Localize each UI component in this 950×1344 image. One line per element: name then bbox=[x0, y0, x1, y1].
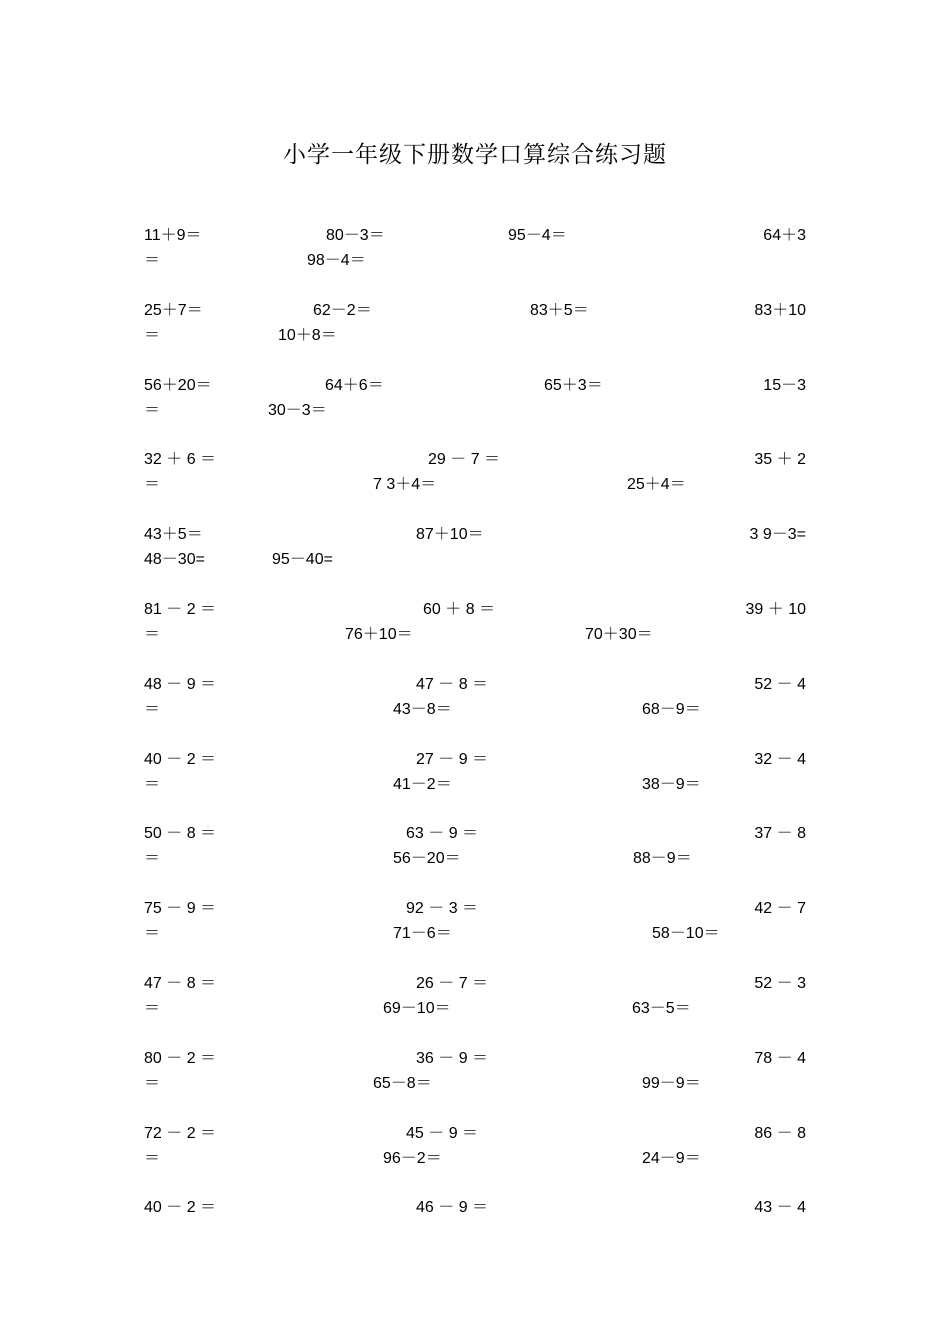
math-problem: 60 ＋ 8 ＝ bbox=[423, 601, 496, 618]
math-problem: 95－4＝ bbox=[508, 227, 567, 244]
math-problem: 63 － 9 ＝ bbox=[406, 825, 479, 843]
math-problem: 56－20＝ bbox=[393, 850, 461, 868]
math-problem: 43 － 4 bbox=[754, 1199, 806, 1217]
math-problem: 69－10＝ bbox=[383, 1000, 451, 1017]
math-problem: 86 － 8 bbox=[754, 1124, 806, 1142]
math-problem: 15－3 bbox=[763, 376, 806, 394]
math-problem: 43－8＝ bbox=[393, 700, 452, 718]
math-problem: 47 － 8 ＝ bbox=[416, 675, 489, 693]
math-problem: ＝ bbox=[144, 1000, 161, 1017]
math-problem: 40 － 2 ＝ bbox=[144, 750, 217, 768]
math-problem: ＝ bbox=[144, 925, 161, 943]
math-problem: 68－9＝ bbox=[642, 700, 701, 718]
math-problem: 45 － 9 ＝ bbox=[406, 1124, 479, 1142]
math-problem: 50 － 8 ＝ bbox=[144, 825, 217, 843]
math-problem: 83＋10 bbox=[754, 301, 806, 319]
math-problem: 10＋8＝ bbox=[278, 326, 337, 344]
math-problem: 78 － 4 bbox=[754, 1049, 806, 1067]
math-problem: 40 － 2 ＝ bbox=[144, 1199, 217, 1217]
math-problem: 48 － 9 ＝ bbox=[144, 675, 217, 693]
math-problem: 43＋5＝ bbox=[144, 526, 203, 544]
math-problem: 64＋6＝ bbox=[325, 376, 384, 394]
math-problem: ＝ bbox=[144, 326, 161, 344]
math-problem: ＝ bbox=[144, 626, 161, 643]
math-problem: ＝ bbox=[144, 850, 161, 868]
math-problem: 24－9＝ bbox=[642, 1149, 701, 1167]
math-problem: 36 － 9 ＝ bbox=[416, 1049, 489, 1067]
math-problem: 47 － 8 ＝ bbox=[144, 975, 217, 992]
math-problem: 48－30= bbox=[144, 551, 205, 569]
math-problem: 98－4＝ bbox=[307, 252, 366, 269]
math-problem: 39 ＋ 10 bbox=[745, 601, 806, 618]
math-problem: 3 9－3= bbox=[749, 526, 806, 544]
math-problem: 88－9＝ bbox=[633, 850, 692, 868]
math-problem: ＝ bbox=[144, 700, 161, 718]
math-problem: ＝ bbox=[144, 775, 161, 793]
math-problem: ＝ bbox=[144, 476, 161, 494]
math-problem: 63－5＝ bbox=[632, 1000, 691, 1017]
math-problem: 32 － 4 bbox=[754, 750, 806, 768]
math-problem: 27 － 9 ＝ bbox=[416, 750, 489, 768]
math-problem: 7 3＋4＝ bbox=[373, 476, 437, 494]
math-problem: 29 － 7 ＝ bbox=[428, 451, 501, 469]
math-problem: 46 － 9 ＝ bbox=[416, 1199, 489, 1217]
math-problem: 35 ＋ 2 bbox=[754, 451, 806, 469]
math-problem: 80－3＝ bbox=[326, 227, 385, 244]
math-problem: ＝ bbox=[144, 1149, 161, 1167]
math-problem: 42 － 7 bbox=[754, 900, 806, 918]
math-problem: ＝ bbox=[144, 1074, 161, 1092]
math-problem: 87＋10＝ bbox=[416, 526, 484, 544]
math-problem: 41－2＝ bbox=[393, 775, 452, 793]
math-problem: 72 － 2 ＝ bbox=[144, 1124, 217, 1142]
math-problem: 75 － 9 ＝ bbox=[144, 900, 217, 918]
math-problem: 80 － 2 ＝ bbox=[144, 1049, 217, 1067]
math-problem: ＝ bbox=[144, 401, 161, 419]
math-problem: 25＋4＝ bbox=[627, 476, 686, 494]
math-problem: 30－3＝ bbox=[268, 401, 327, 419]
math-problem: 64＋3 bbox=[763, 227, 806, 244]
math-problem: 38－9＝ bbox=[642, 775, 701, 793]
math-problem: 95－40= bbox=[272, 551, 333, 569]
math-problem: 65－8＝ bbox=[373, 1074, 432, 1092]
math-problem: 92 － 3 ＝ bbox=[406, 900, 479, 918]
math-problem: 76＋10＝ bbox=[345, 626, 413, 643]
math-problem: 96－2＝ bbox=[383, 1149, 442, 1167]
math-problem: 58－10＝ bbox=[652, 925, 720, 943]
math-problem: 32 ＋ 6 ＝ bbox=[144, 451, 217, 469]
math-problem: 52 － 4 bbox=[754, 675, 806, 693]
math-problem: 26 － 7 ＝ bbox=[416, 975, 489, 992]
math-problem: 99－9＝ bbox=[642, 1074, 701, 1092]
math-problem: 70＋30＝ bbox=[585, 626, 653, 643]
math-problem: 65＋3＝ bbox=[544, 376, 603, 394]
math-problem: 52 － 3 bbox=[754, 975, 806, 992]
math-problem: 81 － 2 ＝ bbox=[144, 601, 217, 618]
math-problem: 37 － 8 bbox=[754, 825, 806, 843]
math-problem: 25＋7＝ bbox=[144, 301, 203, 319]
page-title: 小学一年级下册数学口算综合练习题 bbox=[283, 142, 667, 168]
math-problem: 11＋9＝ bbox=[144, 227, 202, 244]
math-problem: ＝ bbox=[144, 252, 161, 269]
math-problem: 83＋5＝ bbox=[530, 301, 589, 319]
math-problem: 71－6＝ bbox=[393, 925, 452, 943]
math-problem: 56＋20＝ bbox=[144, 376, 212, 394]
math-problem: 62－2＝ bbox=[313, 301, 372, 319]
